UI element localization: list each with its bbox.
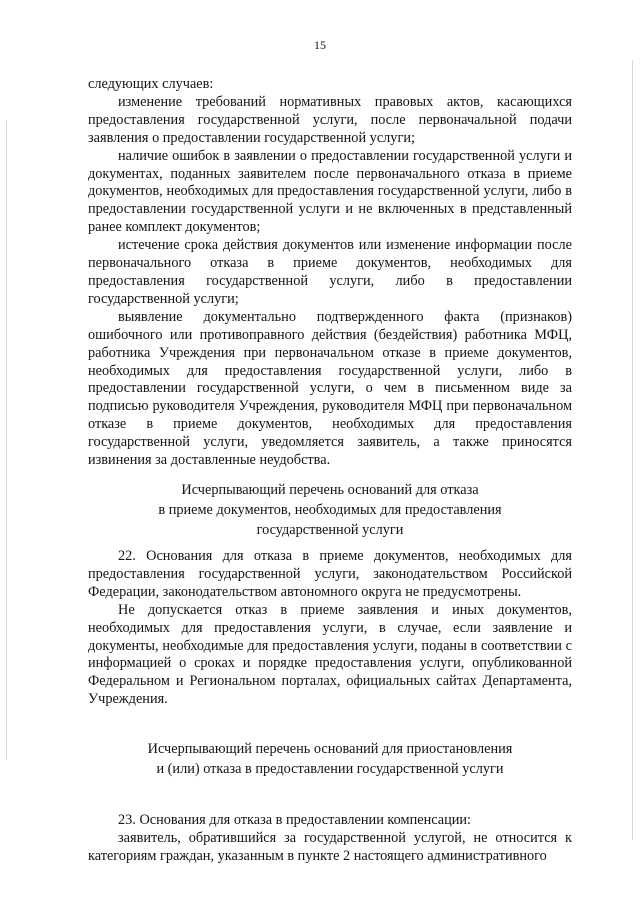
heading-line: Исчерпывающий перечень оснований для приостановления <box>147 741 513 757</box>
text-block-2 <box>88 548 572 709</box>
paragraph-lead: следующих случаев: <box>88 76 214 92</box>
page-number: 15 <box>314 38 326 52</box>
heading-line: и (или) отказа в предоставлении государственной услуги <box>156 761 504 777</box>
heading-line: государственной услуги <box>256 522 404 538</box>
heading-line: в приеме документов, необходимых для предоставления <box>158 502 502 518</box>
paragraph: Не допускается отказ в приеме заявления и иных документов, необходимых для предоставления услуги, в случае, если заявление и документы, необходимые для предоставления услуги, поданы в соответствии с информацией о сроках и порядке предоставления услуги, опубликованной Федеральном и Региональном порталах, официальных сайтах Департамента, Учреждения. <box>88 601 572 708</box>
text-block-3 <box>88 812 572 866</box>
paragraph: наличие ошибок в заявлении о предоставлении государственной услуги и документах, поданных заявителем после первоначального отказа в приеме документов, необходимых для предоставления государственной услуги, либо в предоставлении государственной услуги и не включенных в представленный ранее комплект документов; <box>88 147 572 236</box>
scan-edge-left <box>6 120 7 760</box>
paragraph: 23. Основания для отказа в предоставлении компенсации: <box>118 812 472 828</box>
paragraph: заявитель, обратившийся за государственной услугой, не относится к категориям граждан, указанным в пункте 2 настоящего административного <box>88 829 572 864</box>
section-heading-1 <box>88 480 572 540</box>
paragraph: выявление документально подтвержденного факта (признаков) ошибочного или противоправного действия (бездействия) работника МФЦ, работника Учреждения при первоначальном отказе в приеме документов, необходимых для предоставления государственной услуги, либо в предоставлении государственной услуги, о чем в письменном виде за подписью руководителя Учреждения, руководителя МФЦ при первоначальном отказе в приеме документов, необходимых для предоставления государственной услуги, уведомляется заявитель, а также приносятся извинения за доставленные неудобства. <box>88 308 572 469</box>
paragraph: 22. Основания для отказа в приеме документов, необходимых для предоставления государственной услуги, законодательством Российской Федерации, законодательством автономного округа не предусмотрены. <box>88 548 572 600</box>
scan-edge-right <box>632 60 633 840</box>
text-block-1 <box>88 76 572 470</box>
heading-line: Исчерпывающий перечень оснований для отказа <box>181 482 479 498</box>
paragraph: изменение требований нормативных правовых актов, касающихся предоставления государственной услуги, после первоначальной подачи заявления о предоставлении государственной услуги; <box>88 93 572 146</box>
paragraph: истечение срока действия документов или изменение информации после первоначального отказа в приеме документов, необходимых для предоставления государственной услуги, либо в предоставлении государственной услуги; <box>88 237 572 307</box>
section-heading-2 <box>88 739 572 779</box>
